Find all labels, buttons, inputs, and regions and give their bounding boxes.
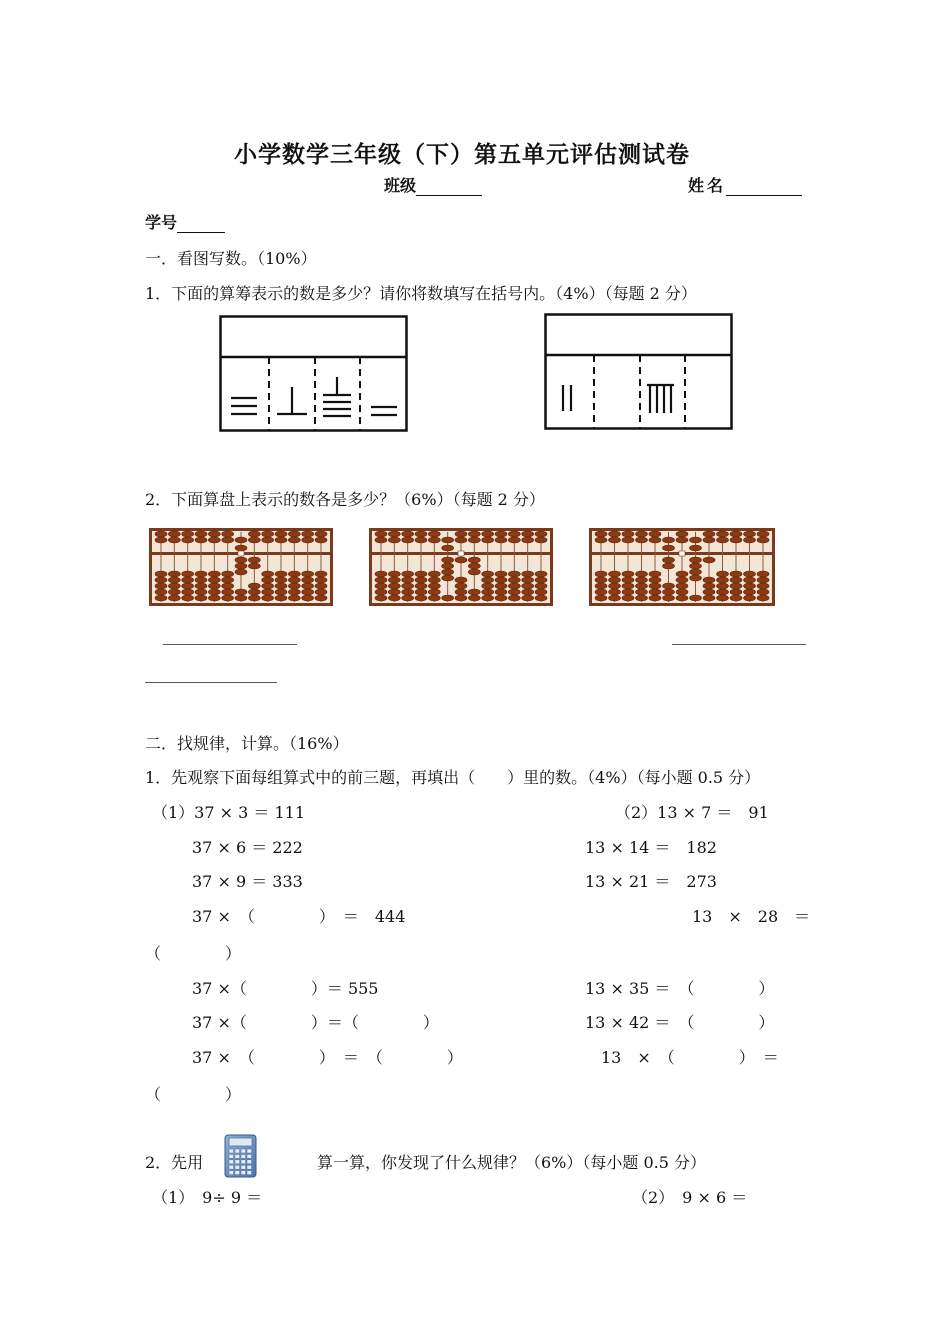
- abacus-image-3: [589, 528, 775, 606]
- eq-wrap-blank-2[interactable]: （ ）: [145, 1085, 242, 1104]
- eq-left-4[interactable]: 37 × （ ） ＝ 444: [192, 907, 406, 926]
- class-blank[interactable]: [416, 177, 482, 196]
- page-title: 小学数学三年级（下）第五单元评估测试卷: [234, 142, 690, 168]
- section2-q1: 1．先观察下面每组算式中的前三题，再填出（ ）里的数。（4%）（每小题 0.5 分）: [145, 768, 761, 787]
- rod-digit-6: [277, 387, 307, 414]
- section2-heading: 二．找规律，计算。（16%）: [145, 734, 349, 753]
- rod-digit-8: [323, 377, 351, 416]
- calculator-icon: [224, 1134, 258, 1178]
- section1-q2: 2．下面算盘上表示的数各是多少？（6%）（每题 2 分）: [145, 490, 545, 509]
- class-label: 班级: [384, 176, 417, 195]
- section2-q2-suffix: 算一算，你发现了什么规律？（6%）（每小题 0.5 分）: [317, 1153, 707, 1172]
- eq-right-2: 13 × 14 ＝ 182: [585, 838, 717, 857]
- eq-left-2: 37 × 6 ＝ 222: [192, 838, 303, 857]
- abacus-answer-line-2[interactable]: [145, 682, 277, 683]
- name-field: [688, 176, 802, 196]
- eq-left-6[interactable]: 37 ×（ ）＝（ ）: [192, 1013, 439, 1032]
- student-no-blank[interactable]: [177, 214, 225, 233]
- eq-right-7[interactable]: 13 × （ ） ＝: [601, 1048, 779, 1067]
- eq-left-7[interactable]: 37 × （ ） ＝ （ ）: [192, 1048, 463, 1067]
- rod-digit-2: [371, 407, 397, 415]
- name-label: 姓名: [688, 176, 727, 195]
- rod-digit-3: [231, 398, 257, 414]
- eq-wrap-blank-1[interactable]: （ ）: [145, 944, 242, 963]
- eq-right-5[interactable]: 13 × 35 ＝ （ ）: [585, 979, 775, 998]
- eq-left-1: （1）37 × 3 ＝ 111: [152, 803, 306, 822]
- abacus-image-2: [369, 528, 553, 606]
- name-blank[interactable]: [726, 177, 802, 196]
- counting-rods-box-1: [219, 315, 409, 433]
- abacus-image-1: [149, 528, 333, 606]
- q2-item-1[interactable]: （1） 9÷ 9 ＝: [152, 1188, 263, 1207]
- section1-q1: 1．下面的算筹表示的数是多少？请你将数填写在括号内。（4%）（每题 2 分）: [145, 284, 697, 303]
- eq-right-6[interactable]: 13 × 42 ＝ （ ）: [585, 1013, 775, 1032]
- student-no-field: [145, 213, 225, 233]
- eq-left-5[interactable]: 37 ×（ ）＝ 555: [192, 979, 379, 998]
- rod-digit-2-vertical: [563, 385, 571, 411]
- section2-q2-prefix: 2．先用: [145, 1153, 204, 1172]
- eq-right-1: （2）13 × 7 ＝ 91: [615, 803, 769, 822]
- abacus-answer-line-1[interactable]: [163, 644, 297, 645]
- q2-item-2[interactable]: （2） 9 × 6 ＝: [632, 1188, 748, 1207]
- eq-right-4: 13 × 28 ＝: [692, 907, 811, 926]
- student-no-label: 学号: [145, 213, 178, 232]
- class-field: [384, 176, 482, 196]
- rod-digit-9: [647, 385, 674, 413]
- eq-left-3: 37 × 9 ＝ 333: [192, 872, 303, 891]
- counting-rods-box-2: [544, 313, 734, 431]
- eq-right-3: 13 × 21 ＝ 273: [585, 872, 717, 891]
- section1-heading: 一．看图写数。（10%）: [145, 249, 317, 268]
- abacus-answer-line-3[interactable]: [672, 644, 806, 645]
